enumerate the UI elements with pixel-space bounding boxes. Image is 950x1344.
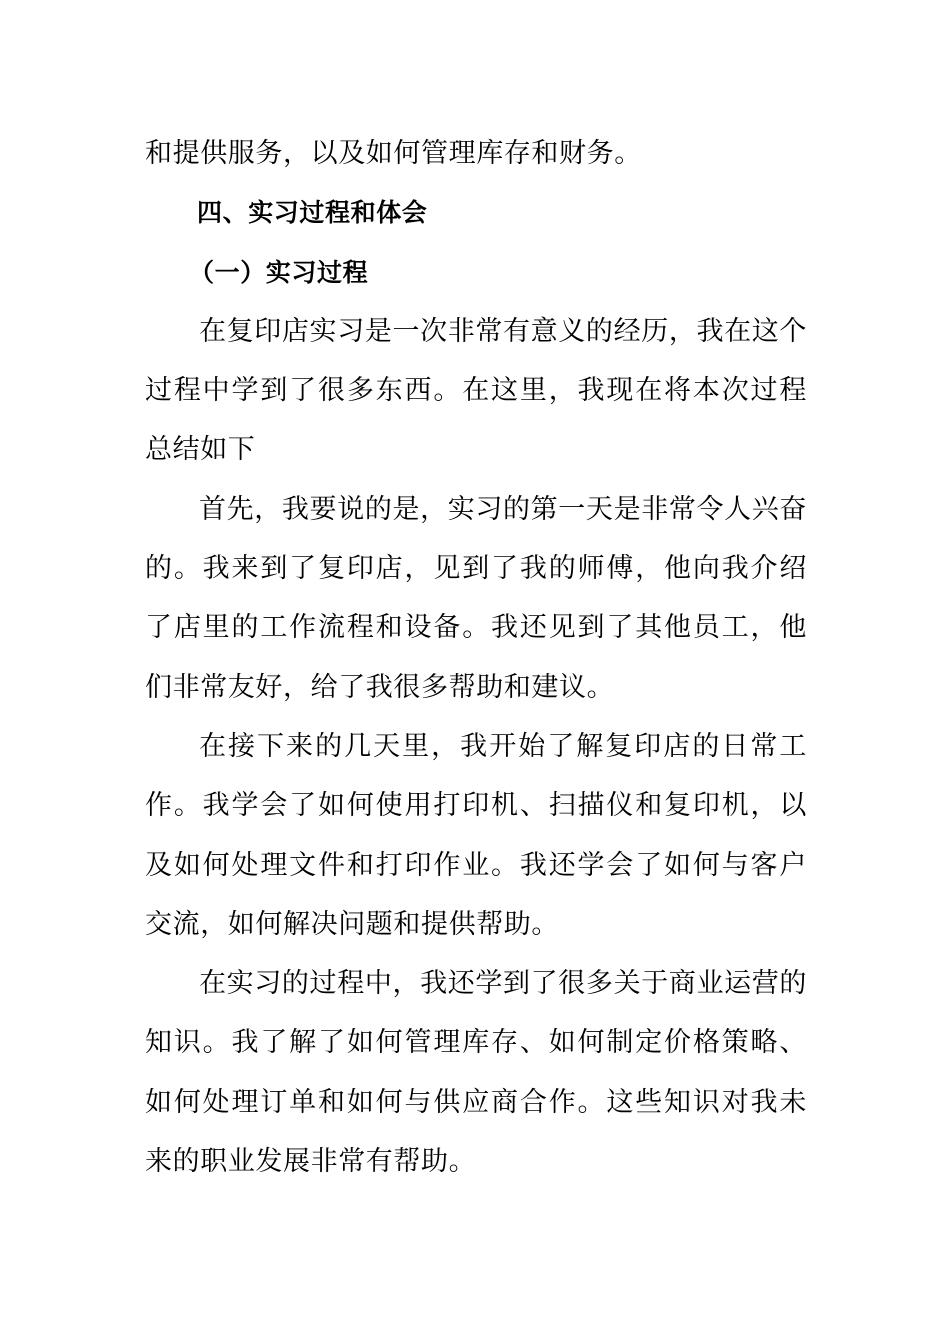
paragraph: 在实习的过程中，我还学到了很多关于商业运营的知识。我了解了如何管理库存、如何制定价格策略、如何处理订单和如何与供应商合作。这些知识对我未来的职业发展非常有帮助。 — [145, 968, 807, 1178]
document-body — [145, 124, 807, 1191]
paragraph: 在接下来的几天里，我开始了解复印店的日常工作。我学会了如何使用打印机、扫描仪和复印机，以及如何处理文件和打印作业。我还学会了如何与客户交流，如何解决问题和提供帮助。 — [145, 730, 807, 940]
paragraph-continuation: 和提供服务，以及如何管理库存和财务。 — [145, 138, 642, 169]
paragraph: 首先，我要说的是，实习的第一天是非常令人兴奋的。我来到了复印店，见到了我的师傅，他向我介绍了店里的工作流程和设备。我还见到了其他员工，他们非常友好，给了我很多帮助和建议。 — [145, 493, 807, 703]
paragraph: 在复印店实习是一次非常有意义的经历，我在这个过程中学到了很多东西。在这里，我现在将本次过程总结如下 — [145, 315, 807, 466]
section-heading: 四、实习过程和体会 — [197, 198, 428, 228]
subsection-heading: （一）实习过程 — [189, 257, 369, 287]
